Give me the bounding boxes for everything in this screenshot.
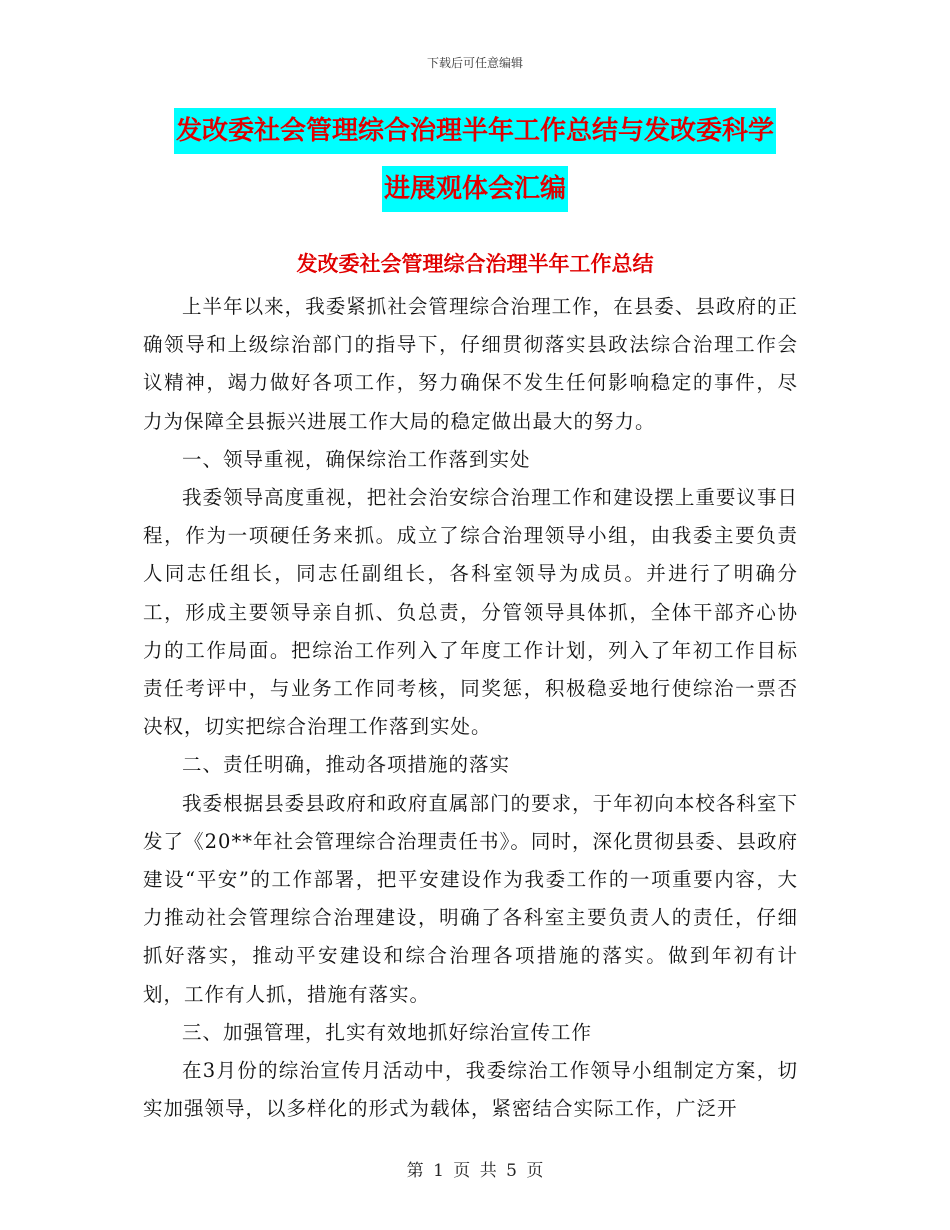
document-title-line-2: 进展观体会汇编 xyxy=(382,166,568,212)
paragraph-intro: 上半年以来，我委紧抓社会管理综合治理工作，在县委、县政府的正确领导和上级综治部门的指导下，仔细贯彻落实县政法综合治理工作会议精神，竭力做好各项工作，努力确保不发生任何影响稳定的事件，尽力为保障全县振兴进展工作大局的稳定做出最大的努力。 xyxy=(143,295,798,433)
paragraph-2: 我委根据县委县政府和政府直属部门的要求，于年初向本校各科室下发了《20**年社会管理综合治理责任书》。同时，深化贯彻县委、县政府建设“平安”的工作部署，把平安建设作为我委工作的一项重要内容，大力推动社会管理综合治理建设，明确了各科室主要负责人的责任，仔细抓好落实，推动平安建设和综合治理各项措施的落实。做到年初有计划，工作有人抓，措施有落实。 xyxy=(143,791,798,1006)
section-title: 发改委社会管理综合治理半年工作总结 xyxy=(296,251,654,276)
page-footer: 第 1 页 共 5 页 xyxy=(406,1161,544,1181)
page-header: 下载后可任意编辑 xyxy=(426,56,523,70)
heading-2: 二、责任明确，推动各项措施的落实 xyxy=(182,753,511,777)
document-title xyxy=(0,108,950,224)
document-title-line-1: 发改委社会管理综合治理半年工作总结与发改委科学 xyxy=(174,108,776,154)
paragraph-3: 在3月份的综治宣传月活动中，我委综治工作领导小组制定方案，切实加强领导，以多样化的形式为载体，紧密结合实际工作，广泛开 xyxy=(143,1059,798,1121)
heading-3: 三、加强管理，扎实有效地抓好综治宣传工作 xyxy=(182,1020,593,1044)
paragraph-1: 我委领导高度重视，把社会治安综合治理工作和建设摆上重要议事日程，作为一项硬任务来抓。成立了综合治理领导小组，由我委主要负责人同志任组长，同志任副组长，各科室领导为成员。并进行了明确分工，形成主要领导亲自抓、负总责，分管领导具体抓，全体干部齐心协力的工作局面。把综治工作列入了年度工作计划，列入了年初工作目标责任考评中，与业务工作同考核，同奖惩，积极稳妥地行使综治一票否决权，切实把综合治理工作落到实处。 xyxy=(143,486,798,739)
heading-1: 一、领导重视，确保综治工作落到实处 xyxy=(182,447,531,471)
body-text xyxy=(143,288,798,1128)
